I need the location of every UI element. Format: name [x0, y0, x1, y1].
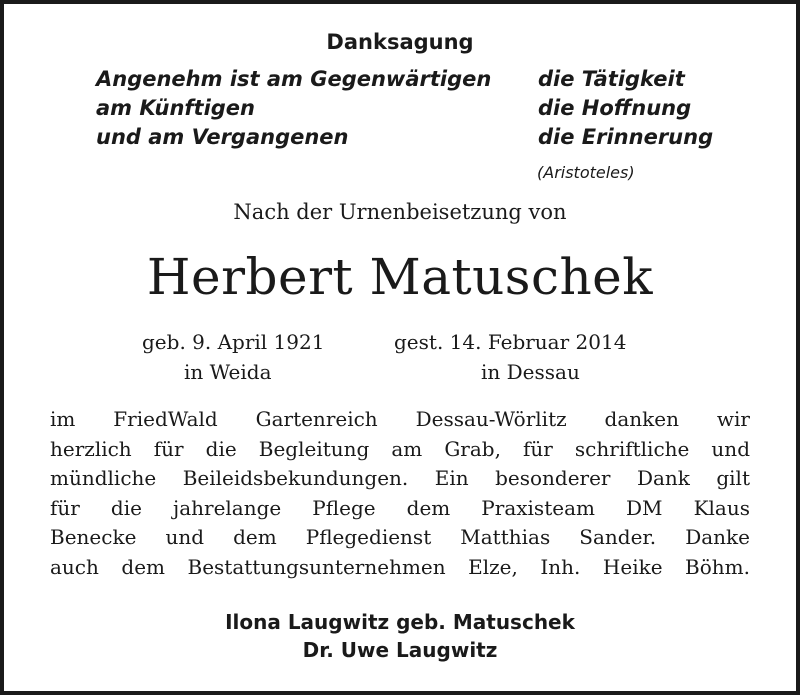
death-place: in Dessau: [481, 360, 580, 384]
body-line: für die jahrelange Pflege dem Praxisteam DM Klaus: [50, 495, 750, 520]
body-line: im FriedWald Gartenreich Dessau-Wörlitz danken wir: [50, 407, 750, 431]
thanks-body: [50, 405, 750, 583]
quote-line-left: und am Vergangenen: [96, 125, 349, 149]
quote-attribution: (Aristoteles): [537, 163, 635, 182]
death-date: gest. 14. Februar 2014: [394, 330, 627, 354]
signature-name: Ilona Laugwitz geb. Matuschek: [225, 610, 575, 634]
deceased-name: Herbert Matuschek: [146, 248, 654, 306]
quote-line-left: am Künftigen: [96, 96, 255, 120]
intro-text: Nach der Urnenbeisetzung von: [233, 200, 567, 224]
quote-line-left: Angenehm ist am Gegenwärtigen: [96, 67, 492, 91]
notice-heading: Danksagung: [326, 30, 474, 54]
signature-name: Dr. Uwe Laugwitz: [302, 638, 498, 662]
quote-line-right: die Hoffnung: [538, 96, 692, 120]
body-line: mündliche Beileidsbekundungen. Ein besonderer Dank gilt: [50, 466, 750, 491]
quote-line-right: die Tätigkeit: [538, 67, 685, 91]
body-line: auch dem Bestattungsunternehmen Elze, Inh. Heike Böhm.: [50, 554, 750, 579]
quote-line-right: die Erinnerung: [538, 125, 714, 149]
body-line: Benecke und dem Pflegedienst Matthias Sander. Danke: [50, 525, 750, 550]
birth-date: geb. 9. April 1921: [142, 330, 325, 354]
birth-place: in Weida: [184, 360, 272, 384]
body-line: herzlich für die Begleitung am Grab, für schriftliche und: [50, 436, 750, 461]
